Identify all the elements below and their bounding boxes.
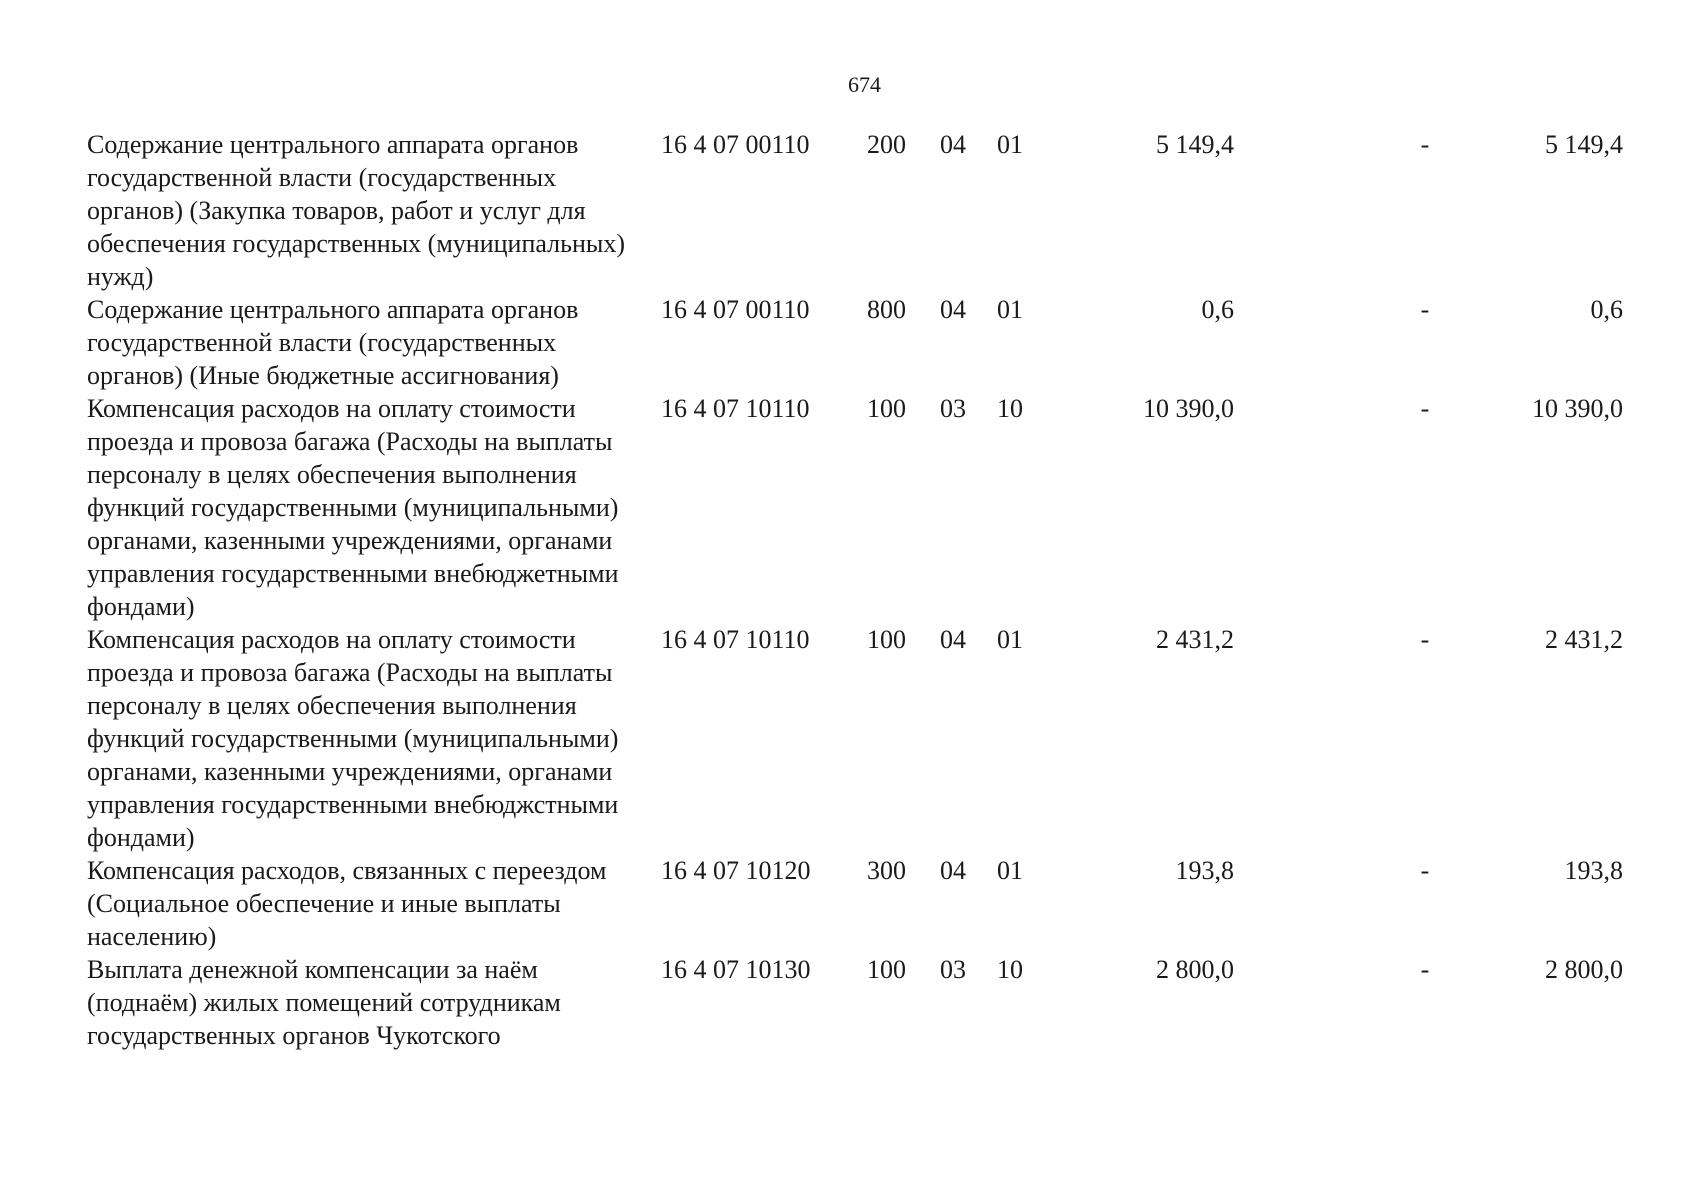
change-amount: - <box>1420 625 1430 654</box>
section-code: 04 <box>940 625 966 654</box>
target-article-code: 16 4 07 10110 <box>661 394 810 423</box>
table-row <box>0 623 1698 854</box>
approved-amount: 5 149,4 <box>1156 130 1234 159</box>
target-article-code: 16 4 07 10130 <box>661 955 811 984</box>
approved-amount: 10 390,0 <box>1143 394 1234 423</box>
section-code: 04 <box>940 130 966 159</box>
section-code: 04 <box>940 856 966 885</box>
row-description: Содержание центрального аппарата органов государственной власти (государственных органов) (Иные бюджетные ассигнования) <box>87 295 579 390</box>
total-amount: 2 431,2 <box>1545 625 1623 654</box>
approved-amount: 2 431,2 <box>1156 625 1234 654</box>
expense-type-code: 300 <box>867 856 906 885</box>
expense-type-code: 100 <box>867 394 906 423</box>
total-amount: 5 149,4 <box>1545 130 1623 159</box>
subsection-code: 10 <box>997 955 1023 984</box>
approved-amount: 0,6 <box>1201 295 1234 324</box>
change-amount: - <box>1420 295 1430 324</box>
subsection-code: 10 <box>997 394 1023 423</box>
expense-type-code: 100 <box>867 625 906 654</box>
section-code: 04 <box>940 295 966 324</box>
change-amount: - <box>1420 130 1430 159</box>
table-row <box>0 854 1698 953</box>
table-row <box>0 953 1698 1052</box>
target-article-code: 16 4 07 10110 <box>661 625 810 654</box>
change-amount: - <box>1420 394 1430 423</box>
total-amount: 193,8 <box>1564 856 1623 885</box>
approved-amount: 2 800,0 <box>1156 955 1234 984</box>
row-description: Выплата денежной компенсации за наём (поднаём) жилых помещений сотрудникам государственных органов Чукотского <box>87 955 561 1050</box>
expense-type-code: 800 <box>867 295 906 324</box>
section-code: 03 <box>940 394 966 423</box>
total-amount: 0,6 <box>1590 295 1623 324</box>
change-amount: - <box>1420 856 1430 885</box>
total-amount: 10 390,0 <box>1532 394 1623 423</box>
subsection-code: 01 <box>997 295 1023 324</box>
target-article-code: 16 4 07 00110 <box>661 130 810 159</box>
row-description: Компенсация расходов, связанных с переездом (Социальное обеспечение и иные выплаты населению) <box>87 856 607 951</box>
section-code: 03 <box>940 955 966 984</box>
table-row <box>0 293 1698 392</box>
expense-type-code: 100 <box>867 955 906 984</box>
budget-table <box>0 128 1698 1052</box>
expense-type-code: 200 <box>867 130 906 159</box>
subsection-code: 01 <box>997 625 1023 654</box>
page-number: 674 <box>848 72 881 97</box>
table-row <box>0 392 1698 623</box>
row-description: Компенсация расходов на оплату стоимости проезда и провоза багажа (Расходы на выплаты персоналу в целях обеспечения выполнения функций государственными (муниципальными) органами, казенными учреждениями, органами управления государственными внебюджстными фондами) <box>87 625 619 852</box>
subsection-code: 01 <box>997 856 1023 885</box>
table-row <box>0 128 1698 293</box>
approved-amount: 193,8 <box>1175 856 1234 885</box>
target-article-code: 16 4 07 00110 <box>661 295 810 324</box>
change-amount: - <box>1420 955 1430 984</box>
subsection-code: 01 <box>997 130 1023 159</box>
row-description: Компенсация расходов на оплату стоимости проезда и провоза багажа (Расходы на выплаты персоналу в целях обеспечения выполнения функций государственными (муниципальными) органами, казенными учреждениями, органами управления государственными внебюджетными фондами) <box>87 394 619 621</box>
row-description: Содержание центрального аппарата органов государственной власти (государственных органов) (Закупка товаров, работ и услуг для обеспечения государственных (муниципальных) нужд) <box>87 130 626 291</box>
target-article-code: 16 4 07 10120 <box>661 856 811 885</box>
total-amount: 2 800,0 <box>1545 955 1623 984</box>
